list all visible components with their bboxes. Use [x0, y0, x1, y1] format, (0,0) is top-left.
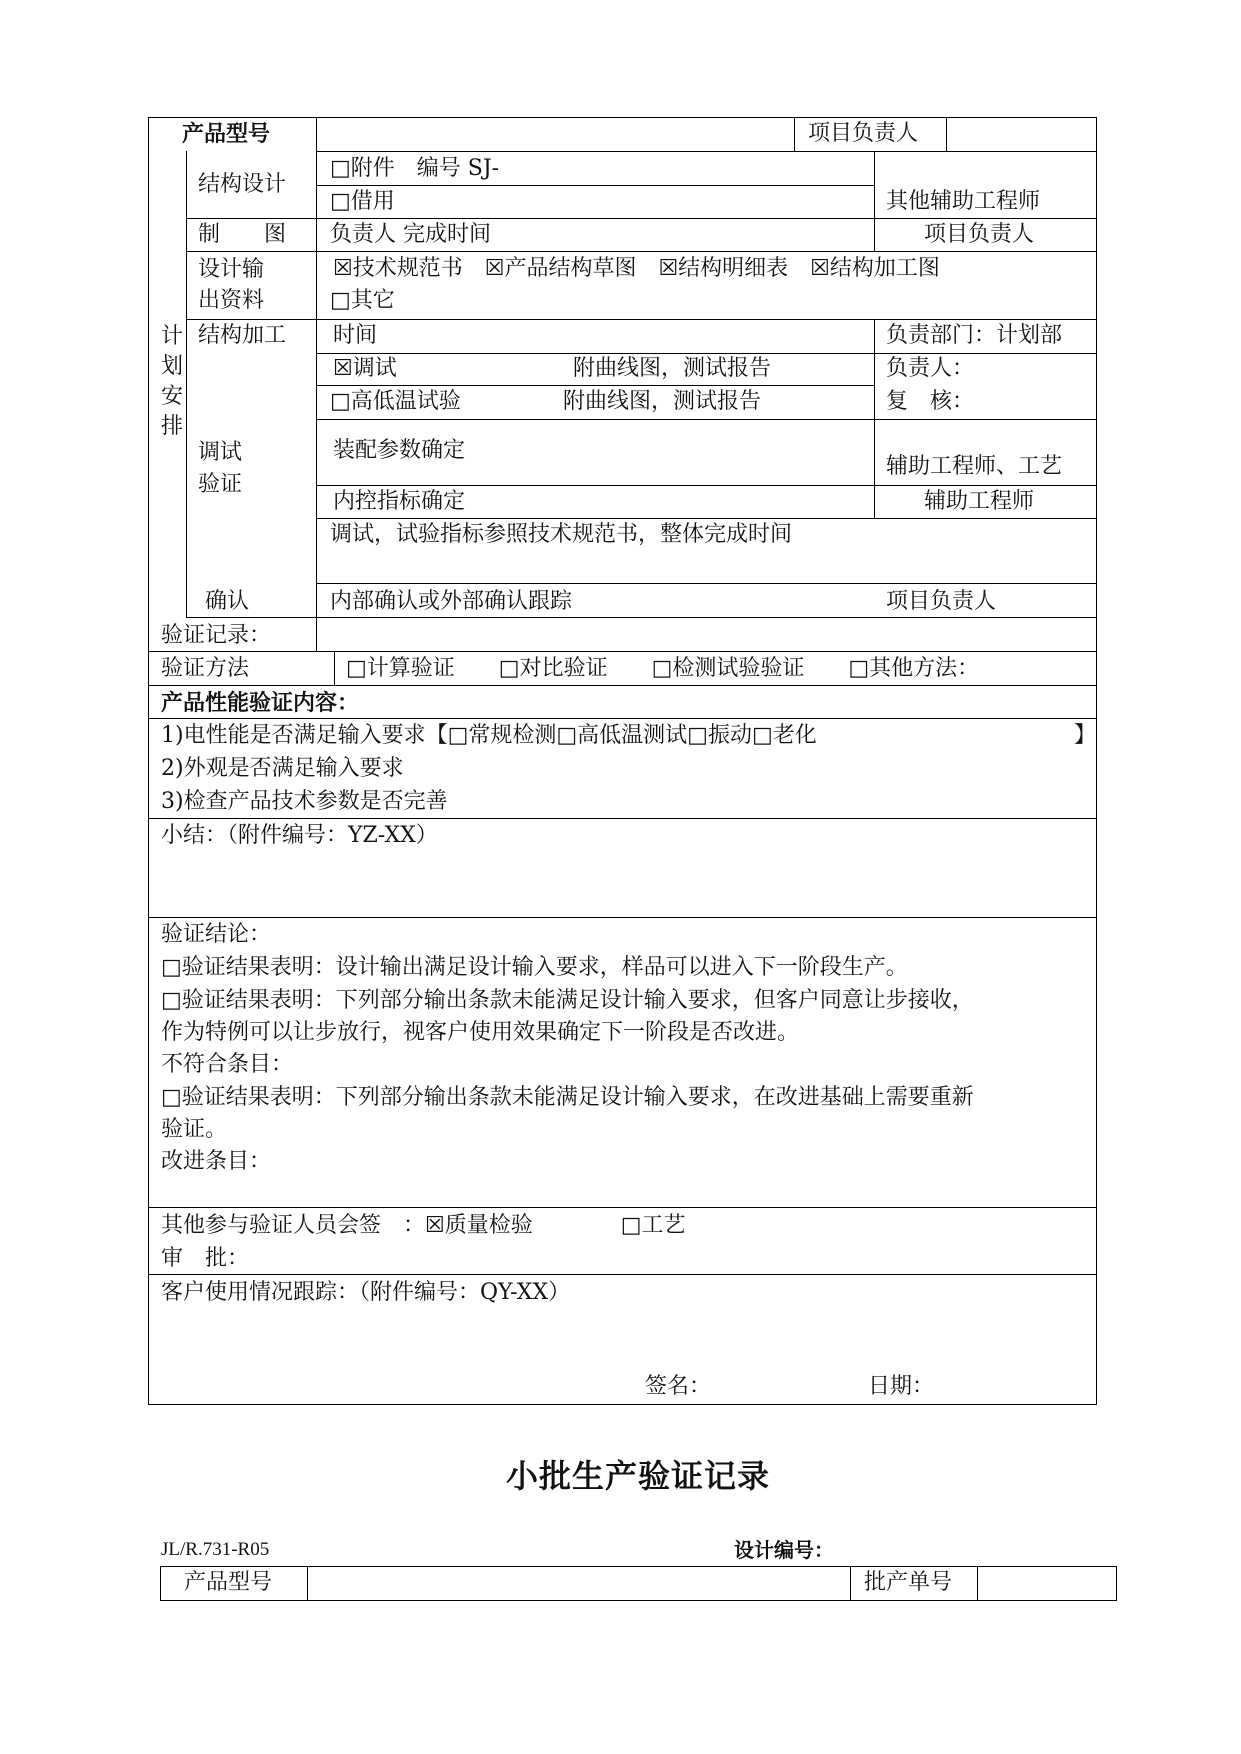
drawing-label: 制 图	[198, 222, 287, 247]
perf-item-3: 3)检查产品技术参数是否完善	[161, 789, 448, 814]
attachment-no: □附件 编号 SJ-	[330, 156, 500, 181]
responsible-label: 负责人：	[886, 356, 975, 381]
design-no-label: 设计编号：	[734, 1538, 834, 1562]
form2-product-model-label: 产品型号	[184, 1570, 273, 1595]
form1-line	[316, 485, 1096, 486]
perf-item-1: 1)电性能是否满足输入要求【□常规检测□高低温测试□振动□老化	[161, 723, 817, 748]
form1-line	[874, 319, 875, 519]
form1-line	[148, 651, 1096, 652]
countersign: 其他参与验证人员会签 ：☒质量检验 □工艺	[161, 1213, 686, 1238]
perf-content-label: 产品性能验证内容：	[161, 690, 360, 716]
output-label-1: 设计输	[198, 257, 265, 282]
verify-record: 验证记录：	[161, 623, 272, 648]
conclusion-2b: 作为特例可以让步放行，视客户使用效果确定下一阶段是否改进。	[161, 1020, 800, 1045]
form1-line	[316, 419, 1096, 420]
temp-attach: 附曲线图，测试报告	[563, 389, 762, 414]
perf-item-2: 2)外观是否满足输入要求	[161, 756, 404, 781]
form2-line	[850, 1566, 851, 1600]
verify-methods: □计算验证 □对比验证 □检测试验验证 □其他方法：	[346, 656, 980, 681]
form1-line	[334, 651, 335, 685]
drawing-lead: 项目负责人	[924, 222, 1035, 247]
debug-attach: 附曲线图，测试报告	[573, 356, 772, 381]
form1-line	[148, 1207, 1096, 1208]
form2-line	[307, 1566, 308, 1600]
date-label: 日期：	[868, 1374, 935, 1399]
form1-line	[186, 319, 1096, 320]
form1-line	[148, 1274, 1096, 1275]
perf-item-1-end: 】	[1074, 723, 1097, 748]
review-label: 复 核：	[886, 389, 975, 414]
form1-line	[148, 917, 1096, 918]
assist-engineer: 辅助工程师	[924, 489, 1035, 514]
drawing-content: 负责人 完成时间	[330, 222, 491, 247]
nonconform-label: 不符合条目：	[161, 1052, 294, 1077]
form1-line	[148, 818, 1096, 819]
assist-craft: 辅助工程师、工艺	[886, 454, 1063, 479]
form1-line	[316, 353, 1096, 354]
other-assist-engineer: 其他辅助工程师	[886, 189, 1041, 214]
form1-line	[186, 617, 1096, 618]
conclusion-2a: □验证结果表明：下列部分输出条款未能满足设计输入要求，但客户同意让步接收，	[161, 988, 974, 1013]
conclusion-1: □验证结果表明：设计输出满足设计输入要求，样品可以进入下一阶段生产。	[161, 955, 908, 980]
form2-product-model-field[interactable]	[310, 1568, 848, 1598]
form1-line	[946, 117, 947, 152]
conclusion-label: 验证结论：	[161, 922, 272, 947]
form1-line	[316, 117, 317, 651]
project-lead-field[interactable]	[948, 119, 1094, 150]
form2-batch-no-field[interactable]	[980, 1568, 1114, 1598]
debug-note: 调试，试验指标参照技术规范书，整体完成时间	[330, 522, 793, 547]
debug-verify-label-1: 调试	[198, 440, 243, 465]
borrow-option: □借用	[330, 189, 395, 214]
debug-verify-label-2: 验证	[198, 472, 243, 497]
product-model-label: 产品型号	[182, 121, 271, 147]
struct-design-label: 结构设计	[198, 172, 287, 197]
confirm-label: 确认	[205, 589, 250, 614]
signature-label: 签名：	[645, 1374, 712, 1399]
form1-line	[316, 151, 1096, 152]
product-model-field[interactable]	[318, 119, 792, 150]
form1-line	[316, 185, 874, 186]
temp-item: □高低温试验	[330, 389, 461, 414]
verify-method-label: 验证方法	[161, 656, 250, 681]
conclusion-3b: 验证。	[161, 1117, 228, 1142]
form1-line	[186, 151, 187, 618]
debug-item: ☒调试	[333, 356, 397, 381]
form1-line	[316, 518, 1096, 519]
internal-index: 内控指标确定	[333, 489, 466, 514]
form1-line	[186, 218, 1096, 219]
page-title: 小批生产验证记录	[506, 1457, 771, 1495]
summary: 小结：（附件编号：YZ-XX）	[161, 823, 438, 848]
project-lead-label: 项目负责人	[808, 121, 919, 146]
output-items: ☒技术规范书 ☒产品结构草图 ☒结构明细表 ☒结构加工图	[333, 256, 940, 281]
form1-line	[794, 117, 795, 152]
output-other: □其它	[330, 288, 395, 313]
conclusion-3a: □验证结果表明：下列部分输出条款未能满足设计输入要求，在改进基础上需要重新	[161, 1085, 974, 1110]
approve-label: 审 批：	[161, 1246, 250, 1271]
form1-line	[316, 583, 1096, 584]
customer-track: 客户使用情况跟踪：（附件编号：QY-XX）	[161, 1280, 571, 1305]
struct-process-time: 时间	[333, 323, 378, 348]
output-label-2: 出资料	[198, 288, 265, 313]
form1-line	[148, 685, 1096, 686]
assembly-params: 装配参数确定	[333, 438, 466, 463]
form1-line	[316, 385, 874, 386]
form2-line	[977, 1566, 978, 1600]
improve-label: 改进条目：	[161, 1149, 272, 1174]
form1-line	[148, 718, 1096, 719]
confirm-content: 内部确认或外部确认跟踪	[330, 589, 573, 614]
doc-code: JL/R.731-R05	[161, 1539, 270, 1560]
form1-line	[874, 151, 875, 251]
confirm-lead: 项目负责人	[886, 589, 997, 614]
plan-label: 计划安排	[160, 324, 183, 439]
form1-line	[186, 251, 1096, 252]
struct-process-dept: 负责部门：计划部	[886, 323, 1063, 348]
form2-batch-no-label: 批产单号	[864, 1570, 953, 1595]
struct-process-label: 结构加工	[198, 323, 287, 348]
